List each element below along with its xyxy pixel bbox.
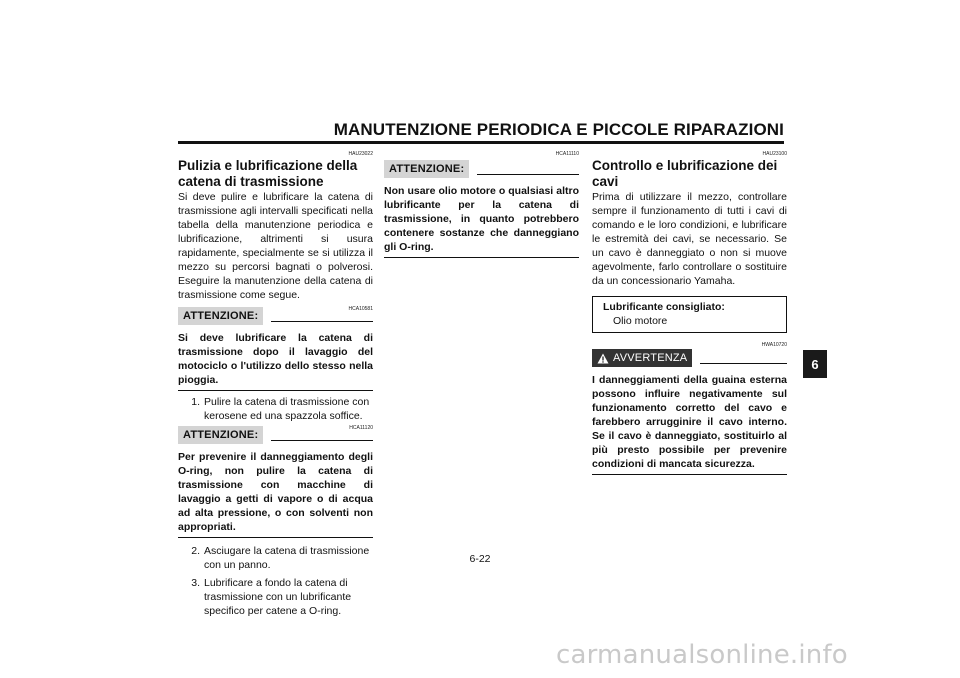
notice-code: HCA10581 bbox=[348, 306, 373, 312]
column-middle bbox=[384, 150, 579, 258]
notice-code: HCA11110 bbox=[555, 151, 579, 157]
lubricant-label: Lubrificante consigliato: bbox=[603, 301, 725, 313]
warning-code: HWA10720 bbox=[761, 342, 787, 348]
step-text: Pulire la catena di trasmissione con kerosene ed una spazzola soffice. bbox=[204, 396, 370, 422]
warning-rule bbox=[700, 363, 787, 364]
section-code: HAU23022 bbox=[348, 151, 373, 157]
warning-label: AVVERTENZA bbox=[613, 352, 688, 364]
warning-text: I danneggiamenti della guaina esterna possono influire negativamente sul funzionamento corretto del cavo e farebbero arrugginire il cavo interno. Se il cavo è danneggiato, sostituirlo al più presto possibile per prevenire condizioni di mancata sicurezza. bbox=[592, 373, 787, 475]
step-text: Lubrificare a fondo la catena di trasmissione con un lubrificante specifico per catene a O-ring. bbox=[204, 577, 352, 617]
notice-text: Si deve lubrificare la catena di trasmissione dopo il lavaggio del motociclo o l'utilizzo dello stesso nella pioggia. bbox=[178, 331, 373, 391]
notice-rule bbox=[477, 174, 579, 175]
notice-header bbox=[178, 426, 373, 444]
step-item bbox=[178, 576, 373, 618]
watermark-text: carmanualsonline.info bbox=[556, 640, 848, 670]
page-header-title: MANUTENZIONE PERIODICA E PICCOLE RIPARAZIONI bbox=[333, 120, 784, 139]
step-number: 1. bbox=[191, 396, 200, 408]
notice-rule bbox=[271, 440, 373, 441]
step-text: Asciugare la catena di trasmissione con un panno. bbox=[204, 545, 370, 571]
notice-text: Per prevenire il danneggiamento degli O-ring, non pulire la catena di trasmissione con macchine di lavaggio a getti di vapore o di acqua ad alta pressione, o con solventi non appropriati. bbox=[178, 450, 373, 538]
recommended-lubricant-box bbox=[592, 296, 787, 333]
column-right bbox=[592, 150, 787, 475]
notice-header bbox=[384, 160, 579, 178]
step-number: 2. bbox=[191, 545, 200, 557]
step-item bbox=[178, 395, 373, 423]
step-number: 3. bbox=[191, 577, 200, 589]
notice-rule bbox=[271, 321, 373, 322]
section-title-cables: Controllo e lubrificazione dei cavi bbox=[592, 158, 778, 189]
attention-badge: ATTENZIONE: bbox=[178, 426, 263, 444]
notice-code: HCA11120 bbox=[349, 425, 373, 431]
warning-triangle-icon bbox=[597, 353, 609, 364]
notice-text: Non usare olio motore o qualsiasi altro lubrificante per la catena di trasmissione, in quanto potrebbero contenere sostanze che danneggiano gli O-ring. bbox=[384, 184, 579, 258]
page-number: 6-22 bbox=[469, 553, 491, 565]
lubricant-value: Olio motore bbox=[613, 315, 668, 327]
header-rule bbox=[178, 141, 784, 144]
section-title-chain: Pulizia e lubrificazione della catena di trasmissione bbox=[178, 158, 358, 189]
warning-badge bbox=[592, 349, 692, 367]
notice-header bbox=[178, 307, 373, 325]
cables-intro-paragraph: Prima di utilizzare il mezzo, controllare sempre il funzionamento di tutti i cavi di comando e le loro condizioni, e lubrificare le estremità dei cavi, se necessario. Se un cavo è danneggiato o non si muove agevolmente, farlo controllare o sostituire da un concessionario Yamaha. bbox=[592, 191, 787, 287]
column-left bbox=[178, 150, 373, 618]
chain-intro-paragraph: Si deve pulire e lubrificare la catena di trasmissione agli intervalli specificati nella tabella della manutenzione periodica e lubrificazione, altrimenti si usura rapidamente, specialmente se si utilizza il mezzo su percorsi bagnati o polverosi. Eseguire la manutenzione della catena di trasmissione come segue. bbox=[178, 191, 373, 301]
attention-badge: ATTENZIONE: bbox=[384, 160, 469, 178]
step-item bbox=[178, 544, 373, 572]
attention-badge: ATTENZIONE: bbox=[178, 307, 263, 325]
chapter-tab: 6 bbox=[803, 350, 827, 378]
warning-header bbox=[592, 349, 787, 367]
section-code: HAU23100 bbox=[762, 151, 787, 157]
